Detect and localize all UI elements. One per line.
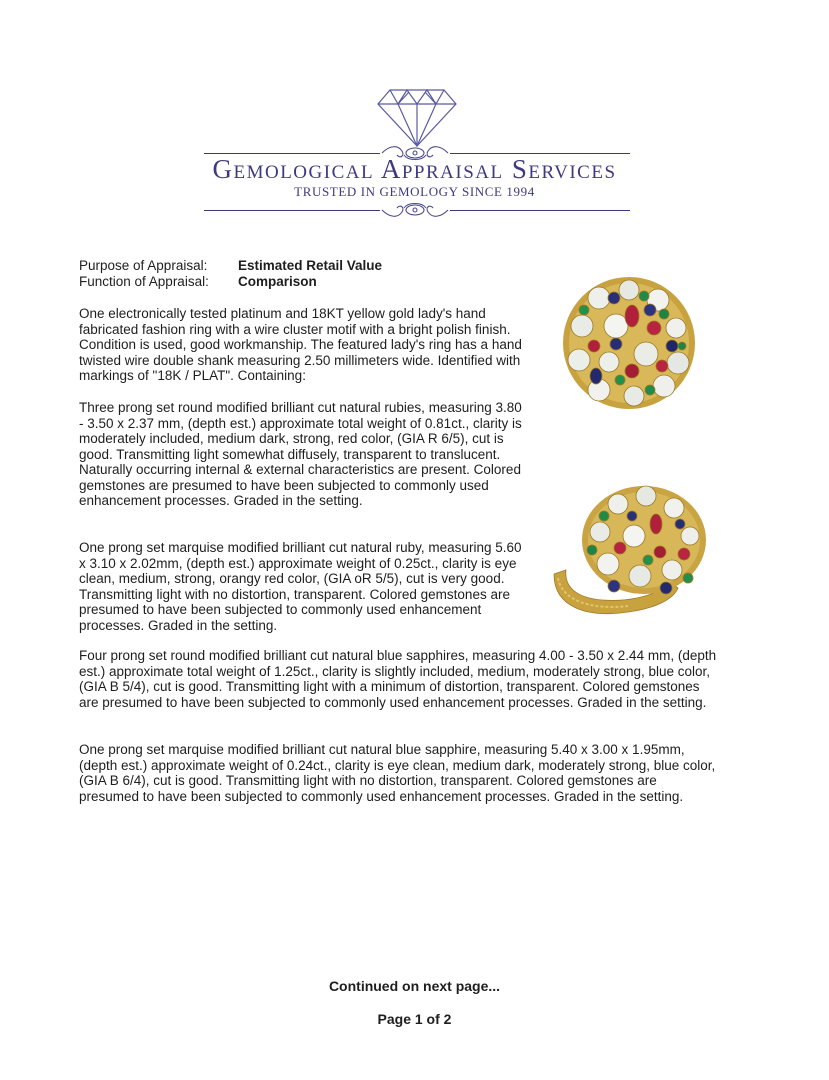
ruby-marquise-description: One prong set marquise modified brilliant cut natural ruby, measuring 5.60 x 3.10 x 2.02mm, (depth est.) approximate weight of 0.25ct., clarity is eye clean, medium, strong, orangy red color, (GIA oR 5/5), cut is very good. Transmitting light with no distortion, transparent. Colored gemstones are presumed to have been subjected to commonly used enhancement processes. Graded in the setting. [79,540,522,633]
function-value: Comparison [238,274,317,289]
sapphire-round-description: Four prong set round modified brilliant cut natural blue sapphires, measuring 4.00 - 3.50 x 2.44 mm, (depth est.) approximate total weight of 1.25ct., clarity is slightly included, medium, moderately strong, blue color, (GIA B 5/4), cut is good. Transmitting light with a minimum of distortion, transparent. Colored gemstones are presumed to have been subjected to commonly used enhancement processes. Graded in the setting. [79,648,717,710]
company-tagline: TRUSTED IN GEMOLOGY SINCE 1994 [294,184,535,199]
ring-photo-top-view [554,268,704,418]
continued-note: Continued on next page... [328,978,501,994]
ruby-round-description: Three prong set round modified brilliant cut natural rubies, measuring 3.80 - 3.50 x 2.37 mm, (depth est.) approximate total weight of 0.81ct., clarity is moderately included, medium dark, strong, red color, (GIA R 6/5), cut is good. Transmitting light somewhat diffusely, transparent to translucent. Naturally occurring internal & external characteristics are present. Colored gemstones are presumed to have been subjected to commonly used enhancement processes. Graded in the setting. [79,400,522,508]
ring-description: One electronically tested platinum and 18KT yellow gold lady's hand fabricated fashion ring with a wire cluster motif with a bright polish finish. Condition is used, good workmanship. The featured lady's ring has a hand twisted wire double shank measuring 2.50 millimeters wide. Identified with markings of "18K / PLAT". Containing: [79,306,522,383]
ring-photo-side-view [548,478,712,626]
header-rule-bottom-left [204,210,380,211]
page-number: Page 1 of 2 [377,1011,452,1027]
function-label: Function of Appraisal: [79,274,209,289]
company-name: Gemological Appraisal Services [212,154,617,184]
header-rule-bottom-right [450,210,630,211]
scroll-ornament-icon [380,200,450,220]
purpose-label: Purpose of Appraisal: [79,258,208,273]
diamond-outline-icon [376,86,458,148]
sapphire-marquise-description: One prong set marquise modified brilliant cut natural blue sapphire, measuring 5.40 x 3.00 x 1.95mm, (depth est.) approximate weight of 0.24ct., clarity is eye clean, medium dark, moderately strong, blue color, (GIA B 6/4), cut is good. Transmitting light with no distortion, transparent. Colored gemstones are presumed to have been subjected to commonly used enhancement processes. Graded in the setting. [79,742,716,804]
purpose-value: Estimated Retail Value [238,258,383,273]
